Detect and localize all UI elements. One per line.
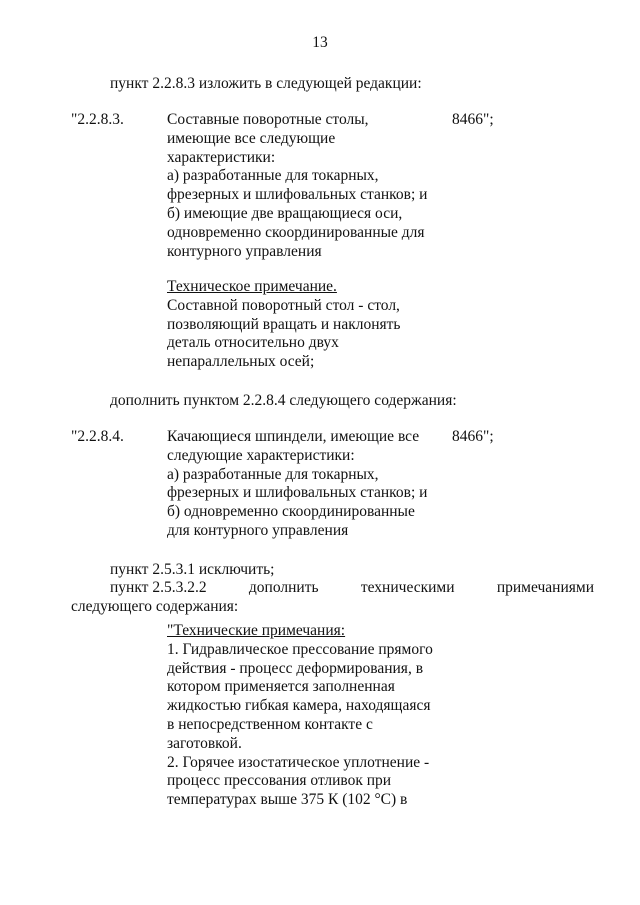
notes-line: котором применяется заполненная xyxy=(167,678,395,696)
item-line: следующие характеристики: xyxy=(167,446,355,464)
item-number: "2.2.8.3. xyxy=(71,111,124,128)
item-line: а) разработанные для токарных, xyxy=(167,465,379,483)
note-title: Техническое примечание. xyxy=(167,278,337,295)
item-code: 8466"; xyxy=(452,428,494,445)
intro-paragraph: дополнить пунктом 2.2.8.4 следующего содержания: xyxy=(110,392,457,409)
supplement-word: примечаниями xyxy=(496,579,594,596)
notes-line: действия - процесс деформирования, в xyxy=(167,659,424,677)
supplement-word: пункт 2.5.3.2.2 xyxy=(110,579,207,596)
intro-paragraph: пункт 2.2.8.3 изложить в следующей редакции: xyxy=(110,75,422,92)
item-line: для контурного управления xyxy=(167,521,349,539)
item-line: б) одновременно скоординированные xyxy=(167,503,415,521)
notes-line: 1. Гидравлическое прессование прямого xyxy=(167,640,433,658)
item-line: б) имеющие две вращающиеся оси, xyxy=(167,204,403,222)
note-line: непараллельных осей; xyxy=(167,353,315,371)
notes-line: в непосредственном контакте с xyxy=(167,715,373,733)
notes-line: процесс прессования отливок при xyxy=(167,772,392,790)
item-line: характеристики: xyxy=(167,148,276,166)
technical-notes-block xyxy=(167,622,433,810)
supplement-word: дополнить xyxy=(248,579,319,596)
supplement-word: техническими xyxy=(360,579,455,596)
notes-line: жидкостью гибкая камера, находящаяся xyxy=(167,697,431,715)
notes-line: 2. Горячее изостатическое уплотнение - xyxy=(167,753,430,771)
item-description xyxy=(167,111,427,261)
note-line: Составной поворотный стол - стол, xyxy=(167,296,400,314)
item-line: имеющие все следующие xyxy=(167,129,336,147)
page-number: 13 xyxy=(312,34,328,51)
notes-title: "Технические примечания: xyxy=(167,622,346,639)
item-line: а) разработанные для токарных, xyxy=(167,167,379,185)
notes-line: заготовкой. xyxy=(167,734,242,752)
item-code: 8466"; xyxy=(452,111,494,128)
item-number: "2.2.8.4. xyxy=(71,428,124,445)
exclude-paragraph: пункт 2.5.3.1 исключить; xyxy=(110,561,275,578)
item-line: фрезерных и шлифовальных станков; и xyxy=(167,484,428,502)
note-line: деталь относительно двух xyxy=(167,334,339,352)
item-description xyxy=(167,428,427,541)
supplement-continuation: следующего содержания: xyxy=(71,598,239,615)
item-line: Составные поворотные столы, xyxy=(167,111,369,128)
notes-line: температурах выше 375 К (102 °С) в xyxy=(167,791,408,809)
note-line: позволяющий вращать и наклонять xyxy=(167,315,401,333)
item-line: одновременно скоординированные для xyxy=(167,223,425,241)
technical-note xyxy=(167,278,400,372)
item-line: Качающиеся шпиндели, имеющие все xyxy=(167,428,420,445)
supplement-paragraph xyxy=(110,579,594,597)
item-line: контурного управления xyxy=(167,242,322,260)
item-line: фрезерных и шлифовальных станков; и xyxy=(167,186,428,204)
